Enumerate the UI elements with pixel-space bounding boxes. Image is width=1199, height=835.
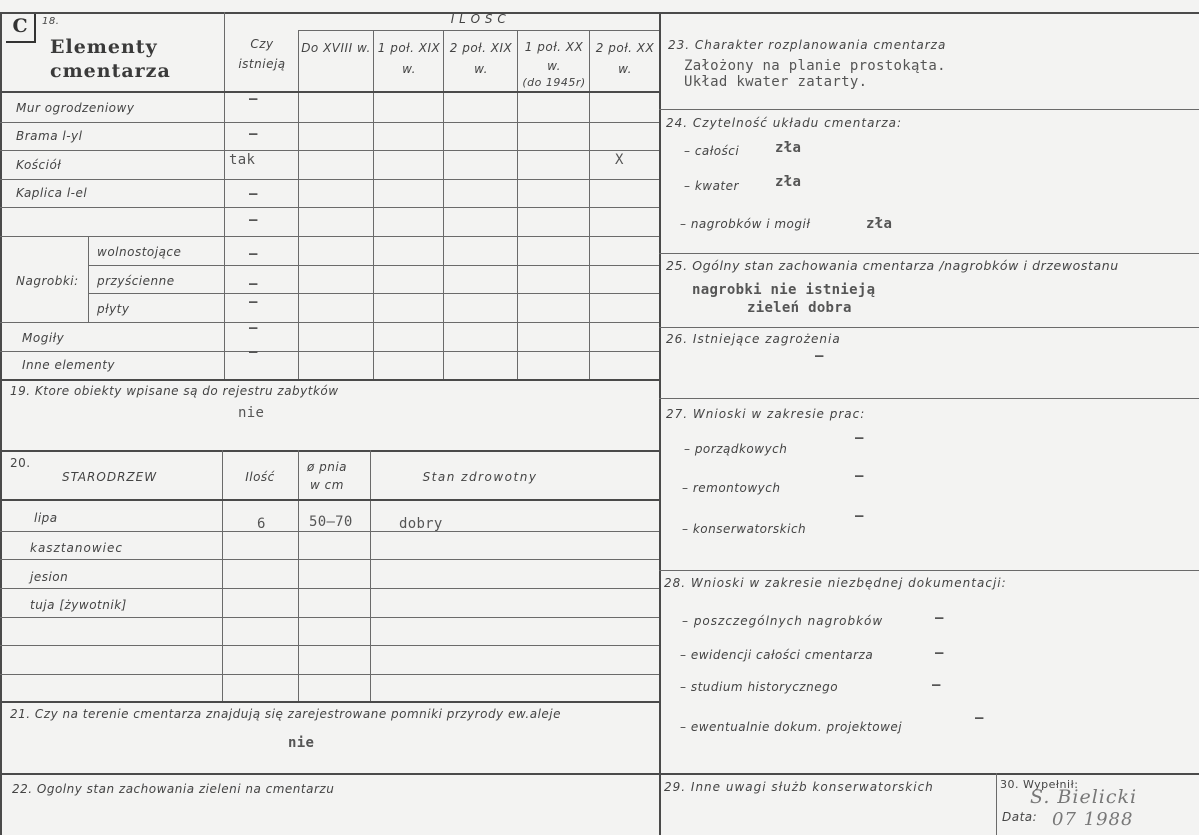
q24-item-value: zła bbox=[775, 174, 802, 190]
row-line bbox=[0, 322, 659, 323]
row-line bbox=[0, 207, 659, 208]
q27-item-label: – konserwatorskich bbox=[682, 522, 807, 536]
row-line bbox=[0, 150, 659, 151]
tree-name: kasztanowiec bbox=[30, 541, 123, 555]
q28-item-label: – studium historycznego bbox=[680, 680, 839, 694]
row-label-wolnostojace: wolnostojące bbox=[97, 245, 182, 259]
row-label-brama: Brama l-yl bbox=[16, 129, 83, 143]
row-line bbox=[0, 617, 659, 618]
tree-health: dobry bbox=[399, 516, 443, 532]
q23-label: 23. Charakter rozplanowania cmentarza bbox=[668, 38, 947, 52]
col-exists-header: Czy istnieją bbox=[238, 37, 286, 71]
period-2pol-xix: 2 poł. XIX w. bbox=[449, 41, 513, 76]
row-label-mogily: Mogiły bbox=[22, 331, 65, 345]
exists-inne: – bbox=[249, 344, 258, 360]
q28-item-label: – ewentualnie dokum. projektowej bbox=[680, 720, 903, 734]
q21-answer: nie bbox=[288, 735, 315, 751]
title-line2: cmentarza bbox=[50, 60, 171, 82]
row-line bbox=[0, 499, 659, 501]
tree-name: lipa bbox=[34, 511, 58, 525]
col-divider bbox=[517, 30, 518, 379]
q25-answer-line2: zieleń dobra bbox=[747, 300, 852, 316]
q24-item-label: – nagrobków i mogił bbox=[680, 217, 811, 231]
row-label-kaplica: Kaplica l-el bbox=[16, 186, 88, 200]
row-label-mur: Mur ogrodzeniowy bbox=[16, 101, 135, 115]
q30-date: 07 1988 bbox=[1052, 809, 1134, 830]
row-line bbox=[0, 351, 659, 352]
section-letter: C bbox=[12, 15, 28, 37]
section-line bbox=[659, 570, 1199, 571]
row-line bbox=[0, 179, 659, 180]
q29-label: 29. Inne uwagi służb konserwatorskich bbox=[664, 780, 934, 794]
col-divider bbox=[589, 30, 590, 379]
exists-mogily: – bbox=[249, 320, 258, 336]
q27-label: 27. Wnioski w zakresie prac: bbox=[666, 407, 866, 421]
q19-label: 19. Ktore obiekty wpisane są do rejestru zabytków bbox=[10, 384, 339, 398]
ilosc-header: I L O S C bbox=[450, 12, 507, 26]
exists-mur: – bbox=[249, 91, 258, 107]
q27-item-label: – remontowych bbox=[682, 481, 781, 495]
q28-item-value: – bbox=[935, 610, 944, 626]
period-do-xviii: Do XVIII w. bbox=[301, 41, 371, 55]
row-line bbox=[88, 265, 659, 266]
section-number: 18. bbox=[42, 16, 60, 27]
row-line bbox=[0, 236, 659, 237]
period-2pol-xx: 2 poł. XX w. bbox=[595, 41, 655, 76]
tree-name: jesion bbox=[30, 570, 69, 584]
q20-col-diam: ø pnia w cm bbox=[306, 460, 348, 492]
q19-answer: nie bbox=[238, 405, 265, 421]
exists-plyty: – bbox=[249, 294, 258, 310]
col-divider bbox=[298, 30, 299, 379]
exists-przyscienne: – bbox=[249, 276, 258, 292]
section-line bbox=[659, 773, 1199, 775]
q27-item-value: – bbox=[855, 430, 864, 446]
period-1pol-xix: 1 poł. XIX w. bbox=[377, 41, 441, 76]
section-line bbox=[659, 327, 1199, 328]
row-line bbox=[0, 559, 659, 560]
row-line bbox=[0, 531, 659, 532]
q27-item-label: – porządkowych bbox=[684, 442, 788, 456]
section-letter-box bbox=[6, 14, 36, 43]
section-line bbox=[659, 253, 1199, 254]
q28-item-label: – poszczególnych nagrobków bbox=[682, 614, 884, 628]
row-label-plyty: płyty bbox=[97, 302, 130, 316]
mark-kosciol-2pol-xx: X bbox=[615, 152, 624, 168]
row-line bbox=[0, 122, 659, 123]
q24-item-label: – kwater bbox=[684, 179, 739, 193]
q30-date-label: Data: bbox=[1002, 810, 1038, 824]
exists-wolnostojace: – bbox=[249, 246, 258, 262]
tree-count: 6 bbox=[257, 516, 266, 532]
section-line bbox=[659, 109, 1199, 110]
tree-diam: 50–70 bbox=[309, 514, 353, 530]
section-line bbox=[0, 773, 659, 775]
q24-item-value: zła bbox=[866, 216, 893, 232]
exists-kosciol: tak bbox=[229, 152, 256, 168]
q26-label: 26. Istniejące zagrożenia bbox=[666, 332, 841, 346]
q27-item-value: – bbox=[855, 508, 864, 524]
q20-number: 20. bbox=[10, 456, 31, 470]
row-line bbox=[88, 293, 659, 294]
q27-item-value: – bbox=[855, 468, 864, 484]
row-label-inne: Inne elementy bbox=[22, 358, 116, 372]
col-divider bbox=[996, 773, 997, 835]
period-1pol-xx-note: (do 1945r) bbox=[522, 76, 586, 89]
title-line1: Elementy bbox=[50, 36, 158, 58]
col-divider bbox=[222, 450, 223, 702]
q24-item-label: – całości bbox=[684, 144, 740, 158]
q24-item-value: zła bbox=[775, 140, 802, 156]
q25-label: 25. Ogólny stan zachowania cmentarza /nagrobków i drzewostanu bbox=[666, 258, 1119, 273]
exists-empty-row: – bbox=[249, 212, 258, 228]
ilosc-underline bbox=[298, 30, 659, 31]
q21-label: 21. Czy na terenie cmentarza znajdują się zarejestrowane pomniki przyrody ew.aleje bbox=[10, 707, 562, 721]
section-line bbox=[659, 398, 1199, 399]
q28-item-value: – bbox=[932, 677, 941, 693]
header-bottom bbox=[0, 91, 659, 93]
exists-brama: – bbox=[249, 126, 258, 142]
row-line bbox=[0, 588, 659, 589]
q30-label: 30. Wypełnił: bbox=[1000, 778, 1079, 791]
q28-label: 28. Wnioski w zakresie niezbędnej dokumentacji: bbox=[664, 576, 1007, 590]
period-1pol-xx: 1 poł. XX w. bbox=[524, 40, 584, 73]
col-divider bbox=[373, 30, 374, 379]
col-divider bbox=[443, 30, 444, 379]
col-divider bbox=[298, 450, 299, 702]
q20-title: STARODRZEW bbox=[62, 470, 158, 484]
q20-col-health: Stan zdrowotny bbox=[422, 470, 538, 484]
q20-col-count: Ilość bbox=[245, 470, 275, 484]
nagrobki-label: Nagrobki: bbox=[16, 274, 79, 288]
col-divider bbox=[88, 236, 89, 322]
section-line bbox=[0, 379, 659, 381]
col-divider bbox=[224, 12, 225, 379]
q22-label: 22. Ogolny stan zachowania zieleni na cmentarzu bbox=[12, 782, 335, 796]
row-line bbox=[0, 645, 659, 646]
q25-answer-line1: nagrobki nie istnieją bbox=[692, 282, 876, 298]
row-label-kosciol: Kościół bbox=[16, 158, 62, 172]
center-divider bbox=[659, 12, 661, 835]
left-border bbox=[0, 12, 2, 835]
tree-name: tuja [żywotnik] bbox=[30, 598, 127, 612]
col-divider bbox=[370, 450, 371, 702]
row-line bbox=[0, 674, 659, 675]
row-label-przyscienne: przyścienne bbox=[97, 274, 175, 288]
exists-kaplica: – bbox=[249, 186, 258, 202]
q23-answer-line1: Założony na planie prostokąta. bbox=[684, 58, 946, 74]
section-line bbox=[0, 701, 659, 703]
q26-answer: – bbox=[815, 348, 824, 364]
q28-item-label: – ewidencji całości cmentarza bbox=[680, 648, 874, 662]
q28-item-value: – bbox=[935, 645, 944, 661]
q23-answer-line2: Układ kwater zatarty. bbox=[684, 74, 868, 90]
q28-item-value: – bbox=[975, 710, 984, 726]
section-line bbox=[0, 450, 659, 452]
q24-label: 24. Czytelność układu cmentarza: bbox=[666, 116, 903, 130]
q30-name: S. Bielicki bbox=[1030, 786, 1138, 808]
